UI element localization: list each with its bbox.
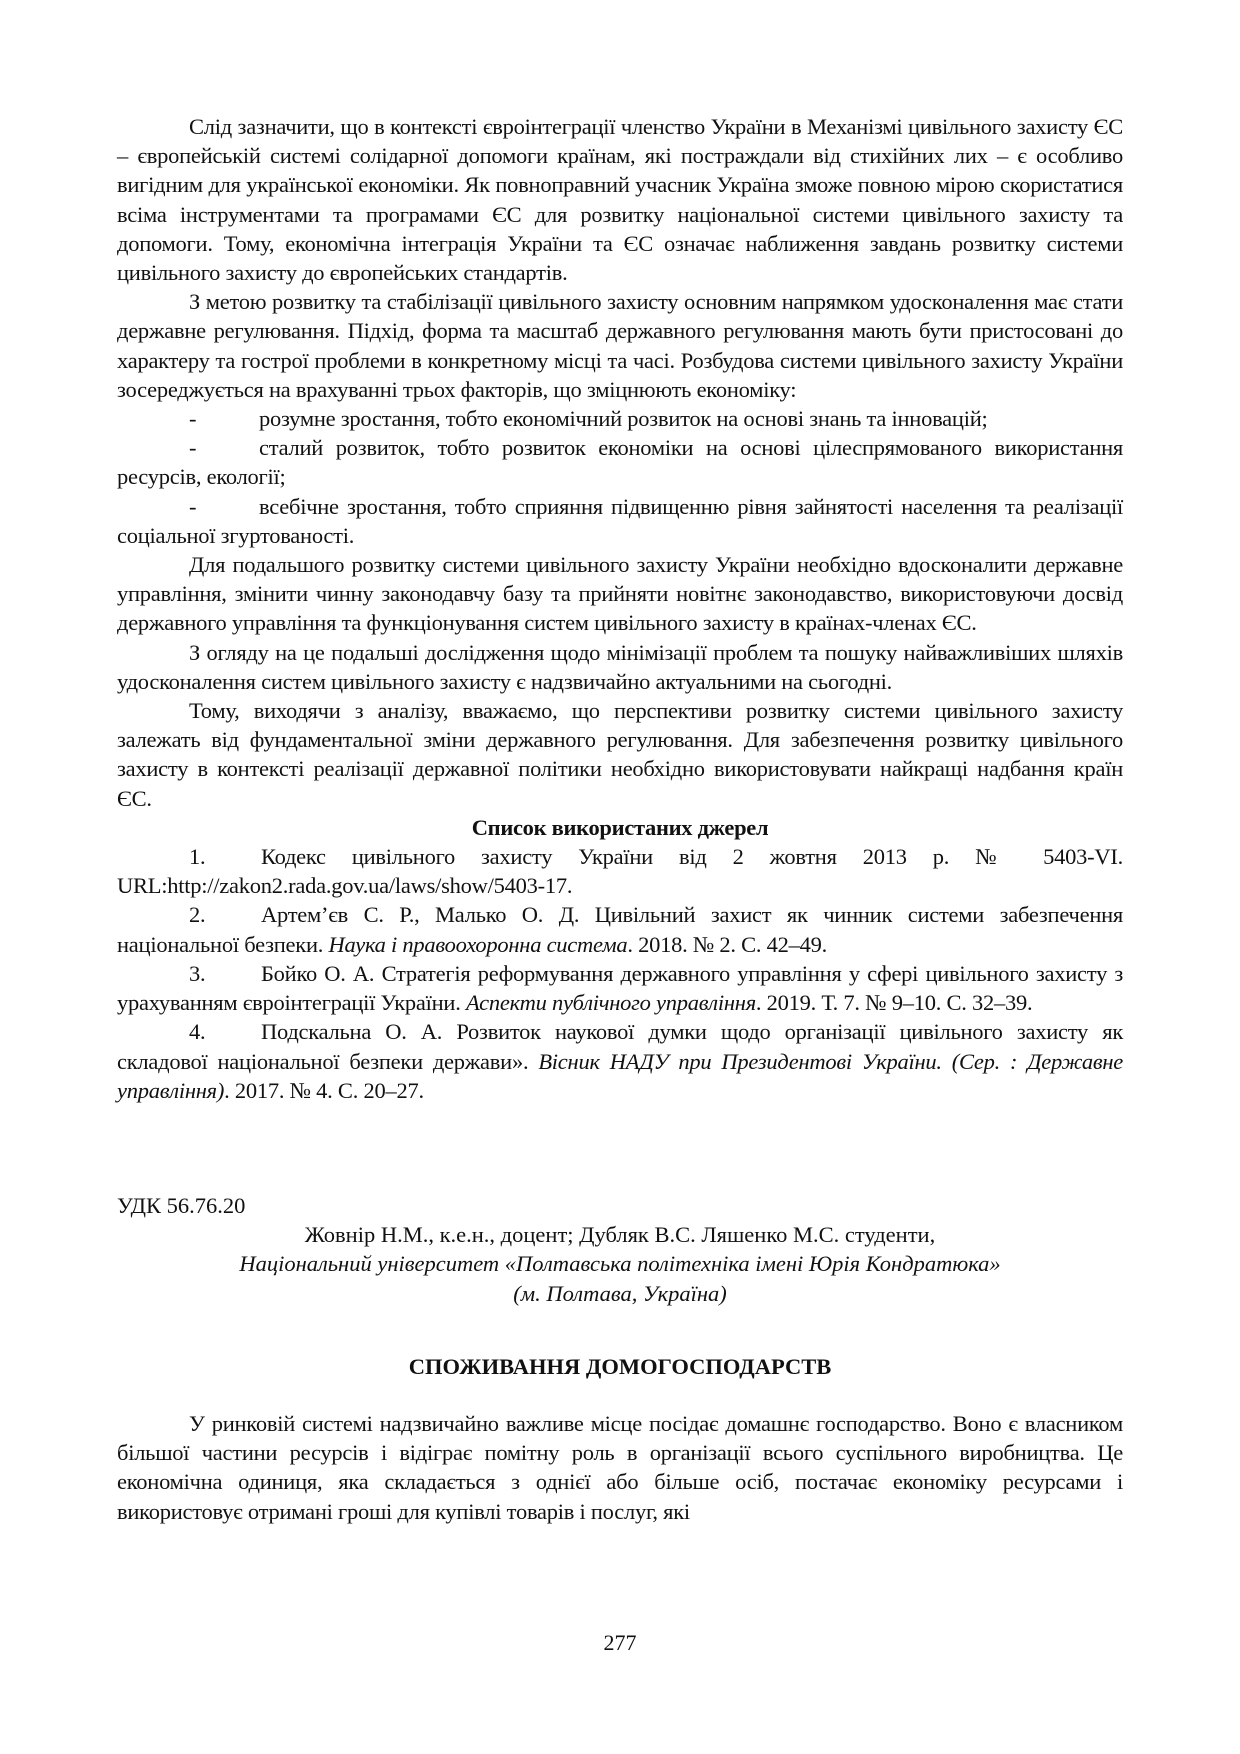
bullet-text: сталий розвиток, тобто розвиток економіки на основі цілеспрямованого використання ресурсів, екології; (117, 435, 1123, 490)
bullet-text: всебічне зростання, тобто сприяння підвищенню рівня зайнятості населення та реалізації соціальної згуртованості. (117, 493, 1123, 548)
paragraph-eu-civil-protection: Слід зазначити, що в контексті євроінтеграції членство України в Механізмі цивільного захисту ЄС – європейській системі солідарної допомоги країнам, які постраждали від стихійних лих – є особливо вигідним для української економіки. Як повноправний учасник Україна зможе повною мірою скористатися всіма інструментами та програмами ЄС для розвитку національної системи цивільного захисту та допомоги. Тому, економічна інтеграція України та ЄС означає наближення завдань розвитку системи цивільного захисту до європейських стандартів. (117, 114, 1123, 286)
paragraph-conclusion: Тому, виходячи з аналізу, вважаємо, що перспективи розвитку системи цивільного захисту залежать від фундаментальної зміни державного регулювання. Для забезпечення розвитку цивільного захисту в контексті реалізації державної політики необхідно використовувати найкращі надбання країн ЄС. (117, 698, 1123, 811)
dash-marker: - (189, 435, 197, 461)
reference-journal: Аспекти публічного управління (465, 990, 756, 1016)
reference-text: Артем’єв С. Р., Малько О. Д. Цивільний захист як чинник системи забезпечення національної безпеки. (117, 902, 1123, 957)
reference-number: 4. (189, 1019, 206, 1045)
reference-number: 2. (189, 902, 206, 928)
paragraph-household: У ринковій системі надзвичайно важливе місце посідає домашнє господарство. Воно є власником більшої частини ресурсів і відіграє помітну роль в організації всього суспільного виробництва. Це економічна одиниця, яка складається з однієї або більше осіб, постачає економіку ресурсами і використовує отримані гроші для купівлі товарів і послуг, які (117, 1410, 1123, 1524)
reference-journal: Вісник НАДУ при Президентові України. (Сер. : Державне управління) (117, 1048, 1123, 1103)
reference-number: 1. (189, 844, 206, 870)
paragraph-improve-governance: Для подальшого розвитку системи цивільного захисту України необхідно вдосконалити державне управління, змінити чинну законодавчу базу та прийняти новітнє законодавство, використовуючи досвід державного управління та функціонування систем цивільного захисту в країнах-членах ЄС. (117, 552, 1123, 636)
reference-number: 3. (189, 960, 206, 986)
institution-line: Національний університет «Полтавська політехніка імені Юрія Кондратюка» (239, 1251, 1001, 1277)
reference-item (117, 1017, 1123, 1105)
references-heading: Список використаних джерел (471, 814, 769, 840)
location-line: (м. Полтава, Україна) (513, 1280, 727, 1306)
document-page (117, 112, 1123, 1526)
reference-details: . 2017. № 4. С. 20–27. (224, 1077, 424, 1103)
bullet-item (117, 433, 1123, 491)
reference-item (117, 900, 1123, 958)
udk-code: УДК 56.76.20 (117, 1192, 246, 1218)
authors-line: Жовнір Н.М., к.е.н., доцент; Дубляк В.С. Ляшенко М.С. студенти, (304, 1222, 936, 1248)
bullet-item (117, 404, 1123, 433)
reference-details: . 2018. № 2. С. 42–49. (627, 931, 828, 957)
reference-text: Бойко О. А. Стратегія реформування державного управління у сфері цивільного захисту з урахуванням євроінтеграції України. (117, 960, 1123, 1016)
reference-item (117, 959, 1123, 1017)
paragraph-state-regulation: З метою розвитку та стабілізації цивільного захисту основним напрямком удосконалення має стати державне регулювання. Підхід, форма та масштаб державного регулювання мають бути пристосовані до характеру та гострої проблеми в конкретному місці та часі. Розбудова системи цивільного захисту України зосереджується на врахуванні трьох факторів, що зміцнюють економіку: (117, 289, 1123, 402)
dash-marker: - (189, 406, 197, 432)
bullet-text: розумне зростання, тобто економічний розвиток на основі знань та інновацій; (259, 406, 988, 432)
reference-text: Подскальна О. А. Розвиток наукової думки щодо організації цивільного захисту як складової національної безпеки держави». (117, 1019, 1123, 1074)
reference-text: Кодекс цивільного захисту України від 2 жовтня 2013 р. № 5403-VI. URL:http://zakon2.rada.gov.ua/laws/show/5403-17. (117, 844, 1123, 899)
page-number: 277 (603, 1630, 637, 1655)
reference-details: . 2019. Т. 7. № 9–10. С. 32–39. (755, 990, 1033, 1016)
bullet-item (117, 492, 1123, 550)
reference-item (117, 842, 1123, 900)
dash-marker: - (189, 493, 197, 519)
reference-journal: Наука і правоохоронна система (328, 931, 628, 957)
article-title: СПОЖИВАННЯ ДОМОГОСПОДАРСТВ (408, 1353, 832, 1379)
paragraph-further-research: З огляду на це подальші дослідження щодо мінімізації проблем та пошуку найважливіших шляхів удосконалення систем цивільного захисту є надзвичайно актуальними на сьогодні. (117, 639, 1123, 694)
